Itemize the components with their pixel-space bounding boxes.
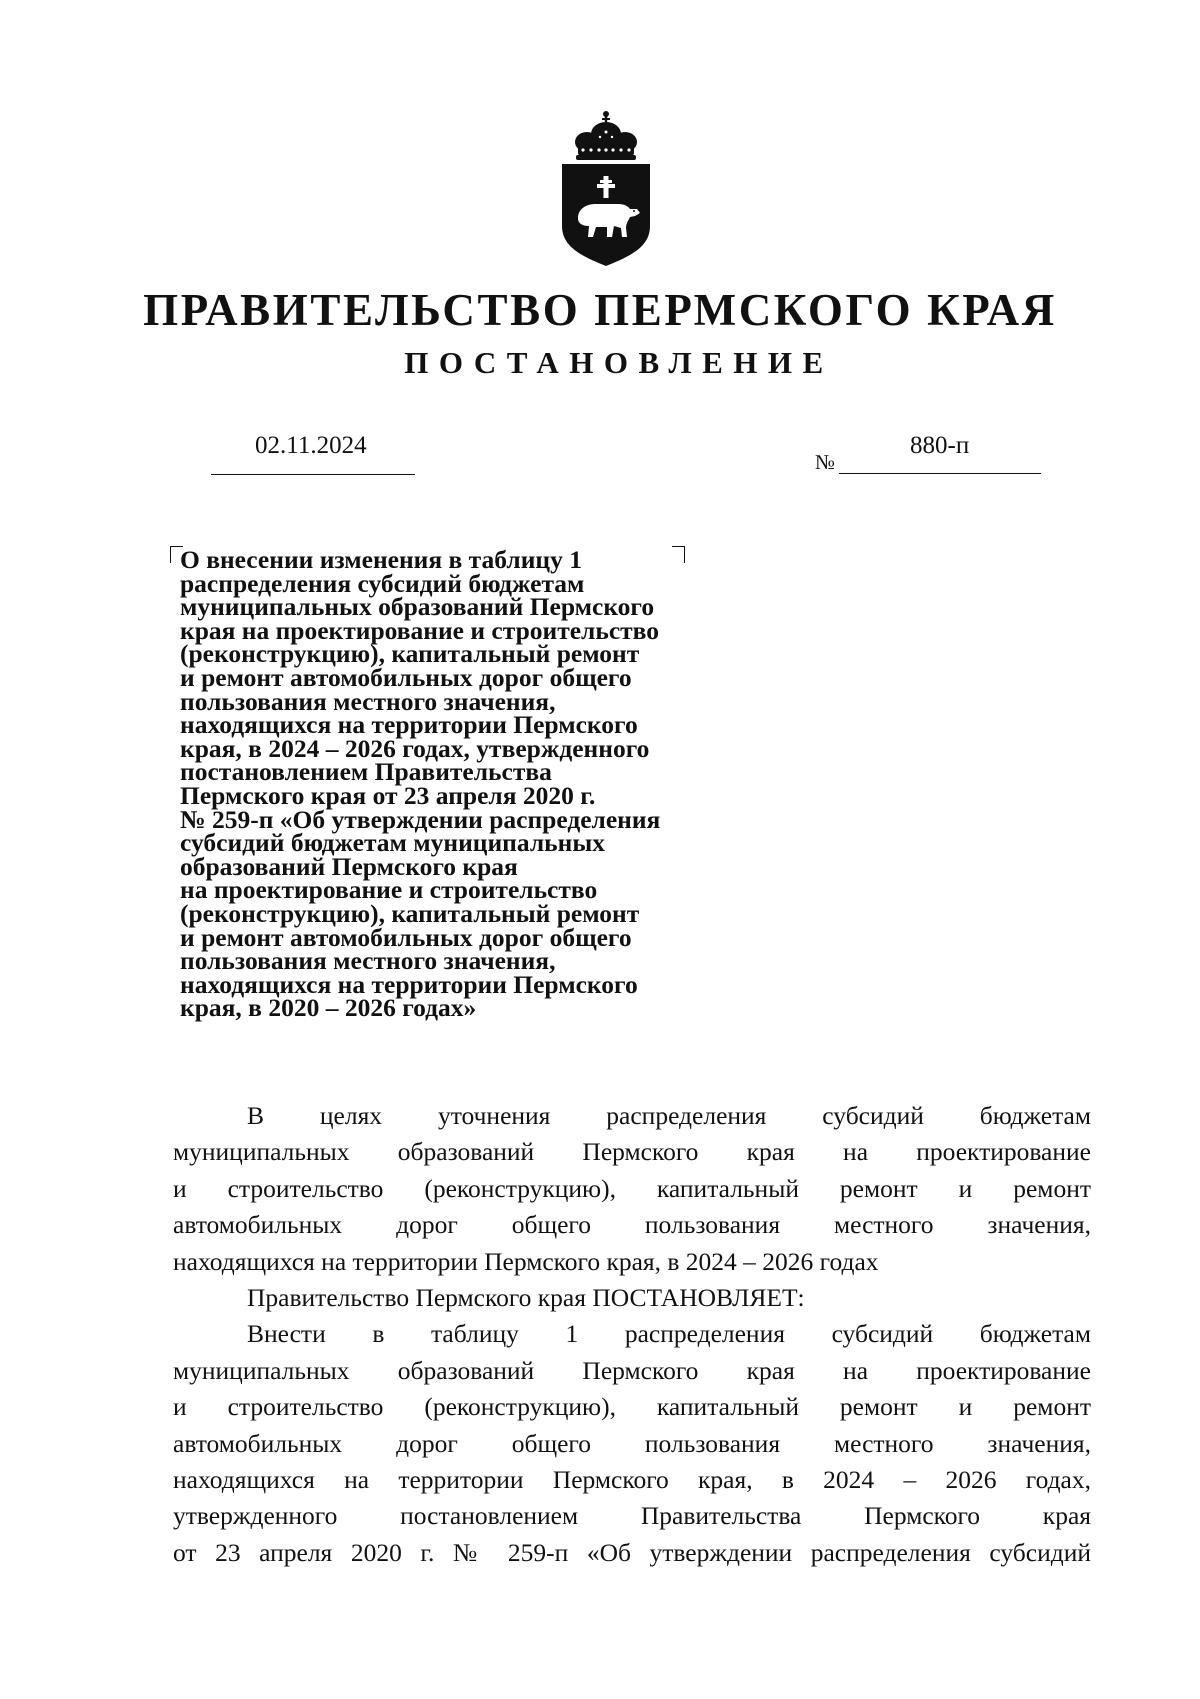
body-line: находящихся на территории Пермского края, в 2024 – 2026 годах, [173, 1464, 1091, 1494]
subject-line: О внесении изменения в таблицу 1 [180, 545, 582, 574]
subject-line: пользования местного значения, [180, 946, 556, 976]
subject-line: (реконструкцию), капитальный ремонт [180, 639, 640, 669]
body-line: утвержденного постановлением Правительства Пермского края [173, 1501, 1091, 1531]
body-line: автомобильных дорог общего пользования местного значения, [173, 1428, 1091, 1458]
document-number: 880-п [910, 432, 970, 459]
subject-line: и ремонт автомобильных дорог общего [180, 662, 632, 692]
number-sign: № [815, 450, 836, 474]
coat-of-arms-icon [556, 110, 656, 270]
number-field [815, 428, 1041, 474]
body-line: В целях уточнения распределения субсидий бюджетам [247, 1101, 1091, 1130]
number-underline [839, 473, 1041, 474]
subject-line: края на проектирование и строительство [180, 615, 660, 645]
subject-line: края, в 2020 – 2026 годах» [180, 993, 477, 1023]
subject-line: постановлением Правительства [180, 757, 552, 787]
subject-line: и ремонт автомобильных дорог общего [180, 922, 632, 952]
body-line: и строительство (реконструкцию), капитальный ремонт и ремонт [173, 1392, 1091, 1422]
body-line: Внести в таблицу 1 распределения субсидий бюджетам [247, 1319, 1091, 1349]
date-field [211, 428, 415, 475]
subject-line: находящихся на территории Пермского [180, 710, 638, 740]
subject-line: находящихся на территории Пермского [180, 969, 638, 999]
subject-line: распределения субсидий бюджетам [180, 568, 585, 598]
subject-line: субсидий бюджетам муниципальных [180, 828, 605, 858]
body-line: муниципальных образований Пермского края на проектирование [173, 1137, 1091, 1167]
subject-line: края, в 2024 – 2026 годах, утвержденного [180, 733, 650, 763]
body-line: Правительство Пермского края ПОСТАНОВЛЯЕТ: [247, 1282, 805, 1312]
subject-line: (реконструкцию), капитальный ремонт [180, 898, 640, 928]
government-title: ПРАВИТЕЛЬСТВО ПЕРМСКОГО КРАЯ [143, 285, 1057, 335]
document-kind: ПОСТАНОВЛЕНИЕ [404, 345, 834, 380]
subject-line: образований Пермского края [180, 851, 518, 881]
document-date: 02.11.2024 [255, 432, 367, 459]
document-subject [180, 545, 740, 1023]
body-line: муниципальных образований Пермского края на проектирование [173, 1355, 1091, 1385]
document-body [173, 1098, 1091, 1571]
subject-line: муниципальных образований Пермского [180, 592, 655, 622]
subject-line: пользования местного значения, [180, 686, 556, 716]
body-line: и строительство (реконструкцию), капитальный ремонт и ремонт [173, 1173, 1091, 1203]
subject-line: № 259-п «Об утверждении распределения [180, 804, 661, 834]
body-line: от 23 апреля 2020 г. № 259-п «Об утверждении распределения субсидий [173, 1537, 1091, 1567]
body-line: находящихся на территории Пермского края, в 2024 – 2026 годах [173, 1246, 879, 1276]
body-line: автомобильных дорог общего пользования местного значения, [173, 1210, 1091, 1240]
subject-line: Пермского края от 23 апреля 2020 г. [180, 780, 596, 810]
subject-line: на проектирование и строительство [180, 875, 598, 905]
